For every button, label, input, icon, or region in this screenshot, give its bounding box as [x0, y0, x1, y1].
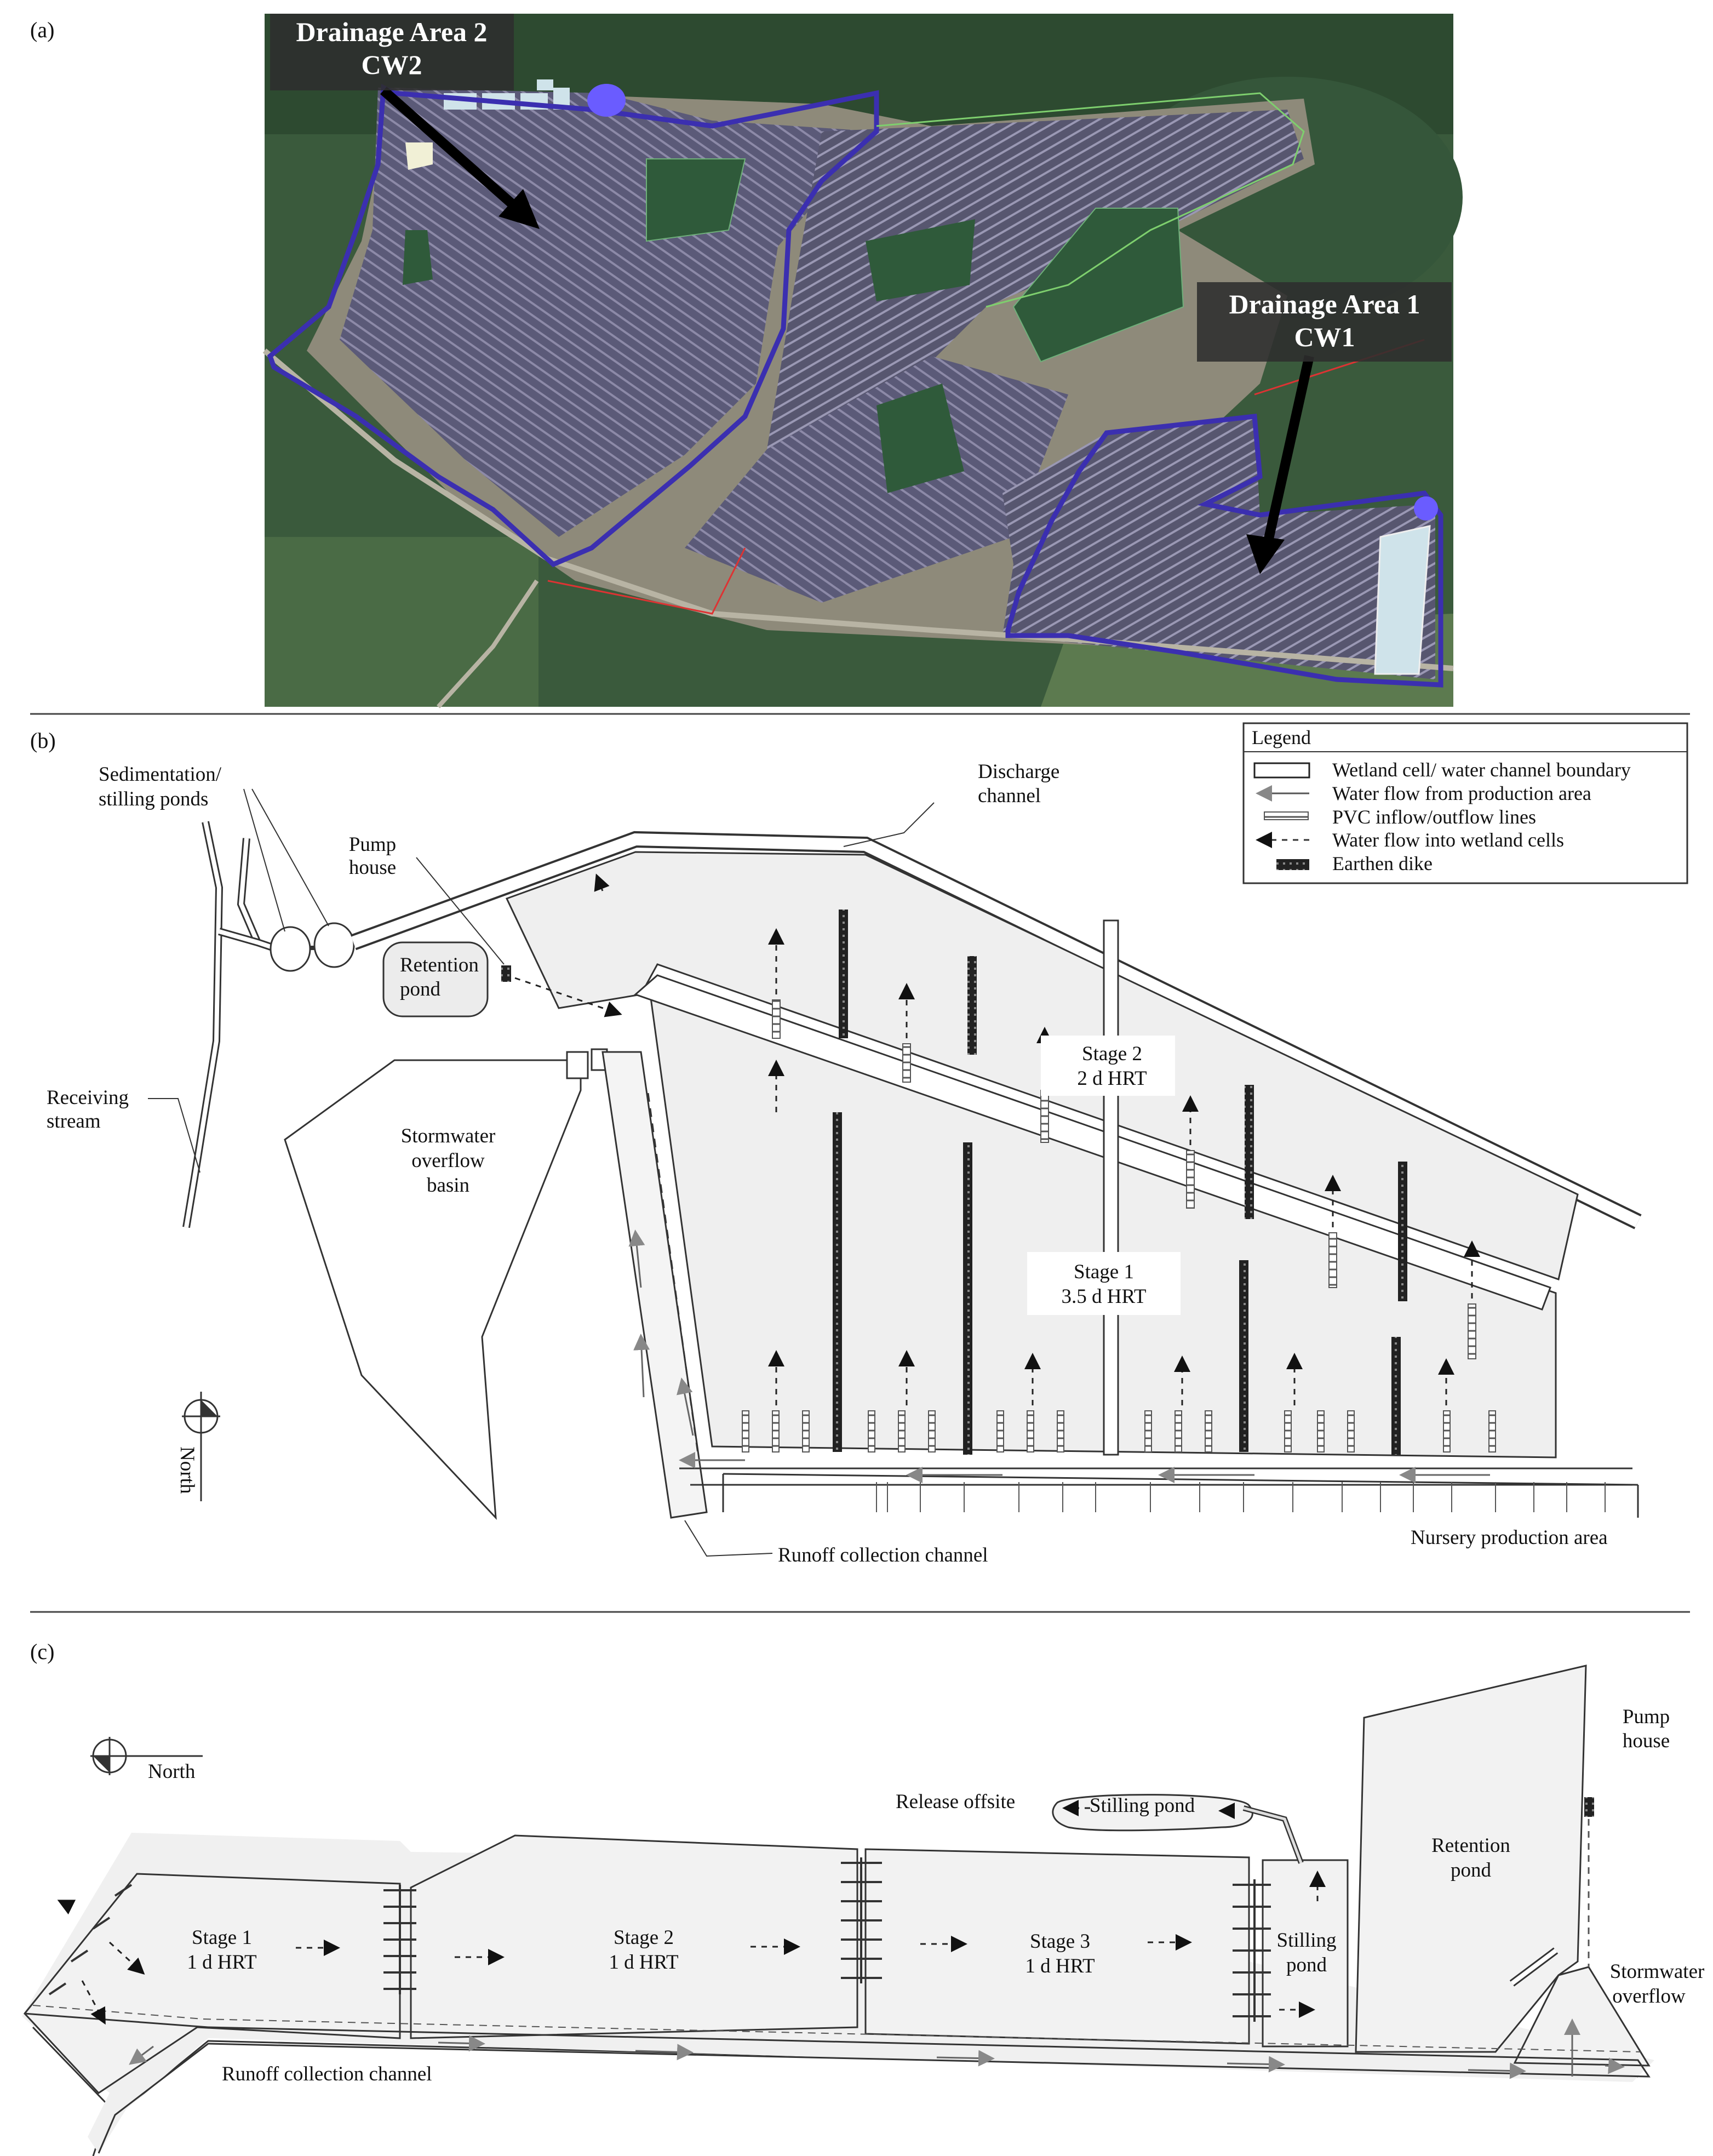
drainage-area-1-label [1197, 282, 1452, 362]
legend-label-water-flow-wetland: Water flow into wetland cells [1332, 829, 1564, 851]
stage1-cell-c [25, 1874, 400, 2093]
pump-house-c [1584, 1797, 1594, 1817]
stage1-label-b-1: Stage 1 [1074, 1261, 1134, 1283]
cw2-pond-marker [587, 84, 626, 117]
retention-label-b-2: pond [400, 978, 440, 1000]
stage3-label-c-1: Stage 3 [1030, 1930, 1090, 1953]
legend [1244, 723, 1687, 883]
stormwater-label-b-2: overflow [411, 1150, 485, 1172]
receiving-stream-label-2: stream [47, 1110, 101, 1133]
discharge-label-1: Discharge [978, 760, 1060, 783]
receiving-stream [186, 822, 274, 1227]
pump-house-b [501, 965, 511, 982]
drainage-area-2-line1: Drainage Area 2 [296, 16, 488, 47]
sedimentation-ponds [271, 923, 354, 971]
north-label-c: North [148, 1760, 196, 1783]
stage2-label-c-2: 1 d HRT [609, 1951, 679, 1974]
nursery-production-area [723, 1474, 1638, 1518]
stilling-pond-label-c-1: Stilling [1276, 1929, 1337, 1952]
stage1-label-c-2: 1 d HRT [187, 1951, 257, 1974]
drainage-area-1-line2: CW1 [1294, 322, 1355, 352]
nursery-label: Nursery production area [1411, 1526, 1608, 1549]
legend-label-earthen-dike: Earthen dike [1332, 853, 1433, 874]
stage1-label-c-1: Stage 1 [192, 1926, 252, 1949]
stilling-pond-top-label: Stilling pond [1089, 1794, 1195, 1817]
release-offsite-label: Release offsite [896, 1791, 1016, 1813]
sedimentation-label-1: Sedimentation/ [99, 763, 222, 786]
stormwater-label-c-1: Stormwater [1609, 1960, 1705, 1983]
stage2-label-b-2: 2 d HRT [1077, 1067, 1147, 1090]
pump-house-label-c-2: house [1622, 1730, 1670, 1752]
panel-b-label: (b) [30, 728, 56, 753]
stormwater-label-b-1: Stormwater [400, 1125, 496, 1147]
runoff-label-b: Runoff collection channel [778, 1544, 988, 1566]
receiving-stream-label-1: Receiving [47, 1086, 129, 1109]
drainage-area-2-line2: CW2 [361, 49, 422, 80]
north-label-b: North [176, 1446, 198, 1494]
discharge-label-2: channel [978, 785, 1041, 807]
panel-a-label: (a) [30, 18, 55, 42]
stilling-pond-cell-c [1263, 1860, 1348, 2046]
retention-label-c-1: Retention [1431, 1834, 1510, 1857]
north-arrow-c [90, 1737, 203, 1783]
legend-label-water-flow-production: Water flow from production area [1332, 782, 1591, 804]
runoff-label-c: Runoff collection channel [222, 2063, 432, 2085]
panel-b [30, 723, 1687, 1566]
pump-house-label-b-1: Pump [348, 833, 397, 856]
stage1-label-b-2: 3.5 d HRT [1061, 1285, 1147, 1308]
panel-c-label: (c) [30, 1639, 55, 1664]
retention-label-b-1: Retention [400, 954, 479, 976]
legend-title: Legend [1252, 727, 1311, 748]
stilling-pond-label-c-2: pond [1286, 1954, 1327, 1976]
stage2-label-b-1: Stage 2 [1082, 1043, 1142, 1065]
sedimentation-label-2: stilling ponds [99, 788, 209, 810]
north-arrow-b [176, 1392, 220, 1501]
stormwater-label-c-2: overflow [1612, 1985, 1686, 2008]
legend-label-pvc-lines: PVC inflow/outflow lines [1332, 806, 1537, 828]
drainage-area-2-label [270, 14, 514, 90]
stage2-label-c-1: Stage 2 [614, 1926, 674, 1949]
legend-label-wetland-cell: Wetland cell/ water channel boundary [1332, 759, 1631, 781]
stormwater-label-b-3: basin [426, 1174, 470, 1197]
stage3-label-c-2: 1 d HRT [1025, 1955, 1095, 1977]
retention-label-c-2: pond [1451, 1859, 1491, 1882]
drainage-area-1-line1: Drainage Area 1 [1229, 289, 1420, 319]
pump-house-label-b-2: house [348, 856, 397, 879]
pump-house-label-c-1: Pump [1622, 1706, 1670, 1728]
cw1-pond-marker [1414, 496, 1438, 521]
panel-c [22, 1639, 1704, 2156]
panel-a [30, 14, 1463, 707]
